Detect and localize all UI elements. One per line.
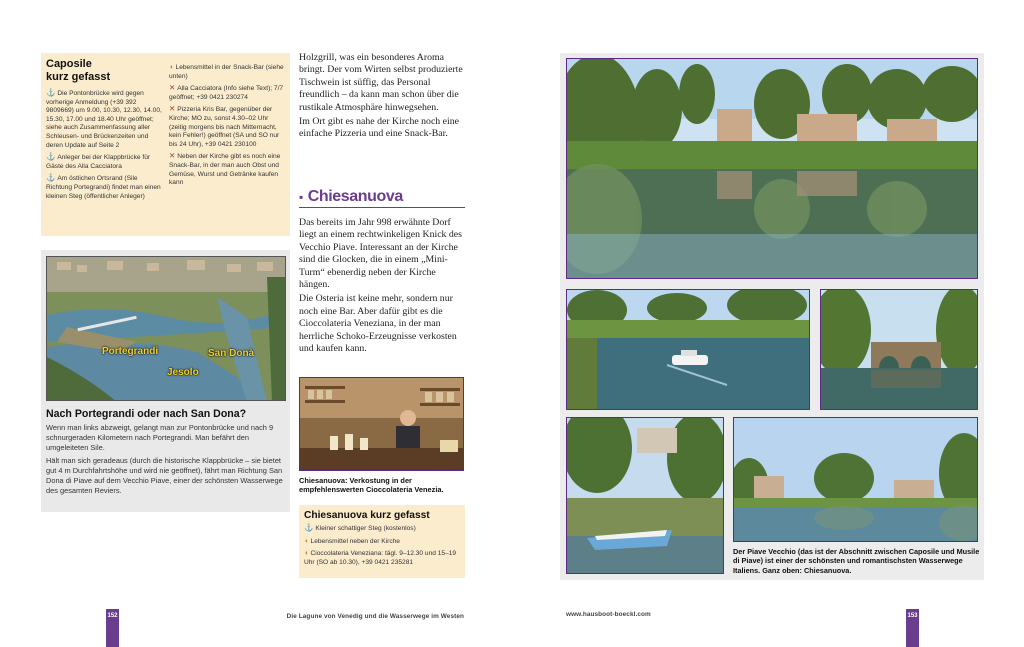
photo-village-river-art bbox=[734, 418, 978, 542]
photo-stone-bridge bbox=[820, 289, 978, 410]
fork-knife-icon: ✕ bbox=[169, 83, 176, 93]
photo-small-boat bbox=[566, 417, 724, 574]
section-heading-chiesanuova bbox=[299, 188, 465, 208]
anchor-icon: ⚓ bbox=[46, 88, 56, 97]
page-number-left: 152 bbox=[106, 609, 119, 647]
middle-column-section bbox=[299, 217, 465, 357]
bread-icon: ◖ bbox=[304, 548, 309, 558]
chiesanuova-box-title: Chiesanuova kurz gefasst bbox=[304, 510, 430, 521]
aerial-photo bbox=[46, 256, 286, 401]
photo-village-river bbox=[733, 417, 978, 542]
bread-icon: ◖ bbox=[304, 535, 309, 545]
label-jesolo: Jesolo bbox=[167, 367, 199, 378]
info-item: ◖ Lebensmittel neben der Kirche bbox=[304, 535, 400, 545]
photo-chiesanuova-top bbox=[566, 58, 978, 279]
caposile-box-title: Caposile kurz gefasst bbox=[46, 58, 111, 83]
caposile-col1 bbox=[46, 89, 164, 204]
collage-caption: Der Piave Vecchio (das ist der Abschnitt zwischen Caposile und Musile di Piave) ist einer der schönsten und romantischsten Wasserwege Italiens. Ganz oben: Chiesanuova. bbox=[733, 547, 980, 575]
photo-small-boat-art bbox=[567, 418, 724, 574]
running-title: Die Lagune von Venedig und die Wasserwege im Westen bbox=[286, 613, 464, 620]
anchor-icon: ⚓ bbox=[46, 152, 56, 162]
aerial-photo-art bbox=[47, 257, 286, 401]
aerial-text bbox=[46, 423, 286, 496]
body-paragraph: Im Ort gibt es nahe der Kirche noch eine einfache Pizzeria und eine Snack-Bar. bbox=[299, 116, 459, 140]
photo-river-boat-art bbox=[567, 290, 810, 410]
aerial-info-box bbox=[41, 250, 290, 512]
info-item: ✕ Pizzeria Kris Bar, gegenüber der Kirche; MO zu, sonst 4.30–02 Uhr (zeitig morgens bis nach Mitternacht, kein Fehler!) geöffnet (SA und SO nur bis 24 Uhr), +39 0421 230100 bbox=[169, 104, 280, 148]
cioccolateria-photo bbox=[299, 377, 464, 471]
info-item: ✕ Alla Cacciatora (Info siehe Text); 7/7 geöffnet; +39 0421 230274 bbox=[169, 83, 284, 101]
anchor-icon: ⚓ bbox=[46, 173, 56, 183]
photo-stone-bridge-art bbox=[821, 290, 978, 410]
fork-knife-icon: ✕ bbox=[169, 151, 176, 161]
fork-knife-icon: ✕ bbox=[169, 104, 176, 114]
info-item: ◖ Lebensmittel in der Snack-Bar (siehe unten) bbox=[169, 62, 284, 80]
aerial-paragraph: Hält man sich geradeaus (durch die historische Klappbrücke – sie bietet gut 4 m Durchfahrtshöhe und wird nie geöffnet), fährt man Richtung San Dona di Piave auf dem Vecchio Piave, einer der schönsten Wasserwege des gesamten Reviers. bbox=[46, 456, 283, 495]
info-item: ⚓ Anleger bei der Klappbrücke für Gäste des Alla Cacciatora bbox=[46, 152, 151, 170]
page-number-right: 153 bbox=[906, 609, 919, 647]
section-title: Chiesanuova bbox=[307, 188, 403, 205]
body-paragraph: Holzgrill, was ein besonderes Aroma bringt. Der vom Wirten selbst produzierte Tischwein ist süffig, das Personal freundlich – da kann man schon über die rustikale Atmosphäre hinwegsehen. bbox=[299, 52, 463, 113]
photo-chiesanuova-art bbox=[567, 59, 978, 279]
label-portegrandi: Portegrandi bbox=[102, 346, 159, 357]
cioccolateria-caption: Chiesanuova: Verkostung in der empfehlenswerten Cioccolateria Venezia. bbox=[299, 476, 444, 495]
bread-icon: ◖ bbox=[169, 62, 174, 71]
anchor-icon: ⚓ bbox=[304, 523, 314, 532]
info-item: ⚓ Am östlichen Ortsrand (Sile Richtung Portegrandi) findet man einen kleinen Steg (öffentlicher Anleger) bbox=[46, 173, 161, 200]
caposile-col2 bbox=[169, 63, 285, 191]
aerial-paragraph: Wenn man links abzweigt, gelangt man zur Pontonbrücke und nach 9 schnurgeraden Kilometern nach Portegrandi. Man befährt den umgeleiteten Sile. bbox=[46, 423, 274, 452]
chiesanuova-info-box bbox=[299, 505, 465, 578]
label-san-dona: San Donà bbox=[208, 348, 255, 359]
aerial-heading: Nach Portegrandi oder nach San Dona? bbox=[46, 408, 247, 420]
caposile-info-box bbox=[41, 53, 290, 236]
body-paragraph: Das bereits im Jahr 998 erwähnte Dorf liegt an einem rechtwinkeligen Knick des Vecchio Piave. Interessant an der Kirche sind die Glocken, die in einem „Mini-Turm“ ebenerdig neben der Kirche hängen. bbox=[299, 217, 462, 291]
body-paragraph: Die Osteria ist keine mehr, sondern nur noch eine Bar. Aber dafür gibt es die Cioccolateria Veneziana, in der man herrliche Schoko-Erzeugnisse verkosten und kaufen kann. bbox=[299, 293, 457, 355]
info-item: ⚓ Kleiner schattiger Steg (kostenlos) bbox=[304, 523, 416, 532]
info-item: ⚓ Die Pontonbrücke wird gegen vorherige Anmeldung (+39 392 9809669) um 9.00, 10.30, 12.30, 14.00, 15.30, 17.00 und 18.40 Uhr geöffnet; siehe auch Zusammenfassung aller Schleusen- und Brückenzeiten und deren Update auf Seite 2 bbox=[46, 88, 162, 149]
cioccolateria-photo-art bbox=[300, 378, 464, 471]
website-url: www.hausboot-boeckl.com bbox=[566, 611, 651, 618]
section-marker: ▪ bbox=[299, 190, 304, 204]
photo-river-boat bbox=[566, 289, 810, 410]
middle-column-intro bbox=[299, 52, 465, 143]
info-item: ◖ Cioccolateria Veneziana: tägl. 9–12.30 und 15–19 Uhr (SO ab 10.30), +39 0421 235281 bbox=[304, 548, 457, 566]
info-item: ✕ Neben der Kirche gibt es noch eine Snack-Bar, in der man auch Obst und Gemüse, Wurst und Getränke kaufen kann bbox=[169, 151, 281, 187]
